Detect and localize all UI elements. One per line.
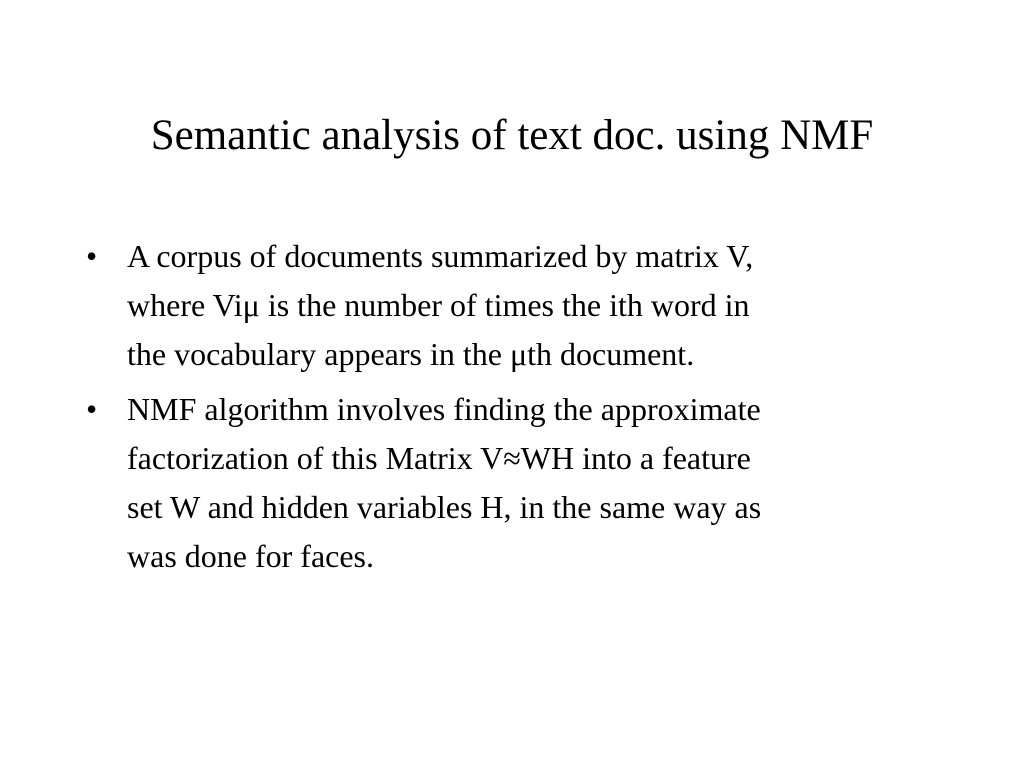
bullet-text-line: NMF algorithm involves finding the approximate	[127, 391, 761, 427]
bullet-text-line: was done for faces.	[127, 538, 374, 574]
bullet-list	[86, 232, 946, 587]
bullet-item	[86, 232, 946, 379]
bullet-text-line: where Viμ is the number of times the ith word in	[127, 287, 750, 323]
bullet-text-line: the vocabulary appears in the μth document.	[127, 336, 695, 372]
bullet-item	[86, 385, 946, 581]
bullet-text-line: set W and hidden variables H, in the same way as	[127, 489, 762, 525]
slide-title: Semantic analysis of text doc. using NMF	[150, 112, 874, 159]
bullet-text-line: factorization of this Matrix V≈WH into a feature	[127, 440, 751, 476]
bullet-text-line: A corpus of documents summarized by matrix V,	[127, 238, 754, 274]
bullet-marker: •	[86, 238, 98, 274]
bullet-marker: •	[86, 391, 98, 427]
